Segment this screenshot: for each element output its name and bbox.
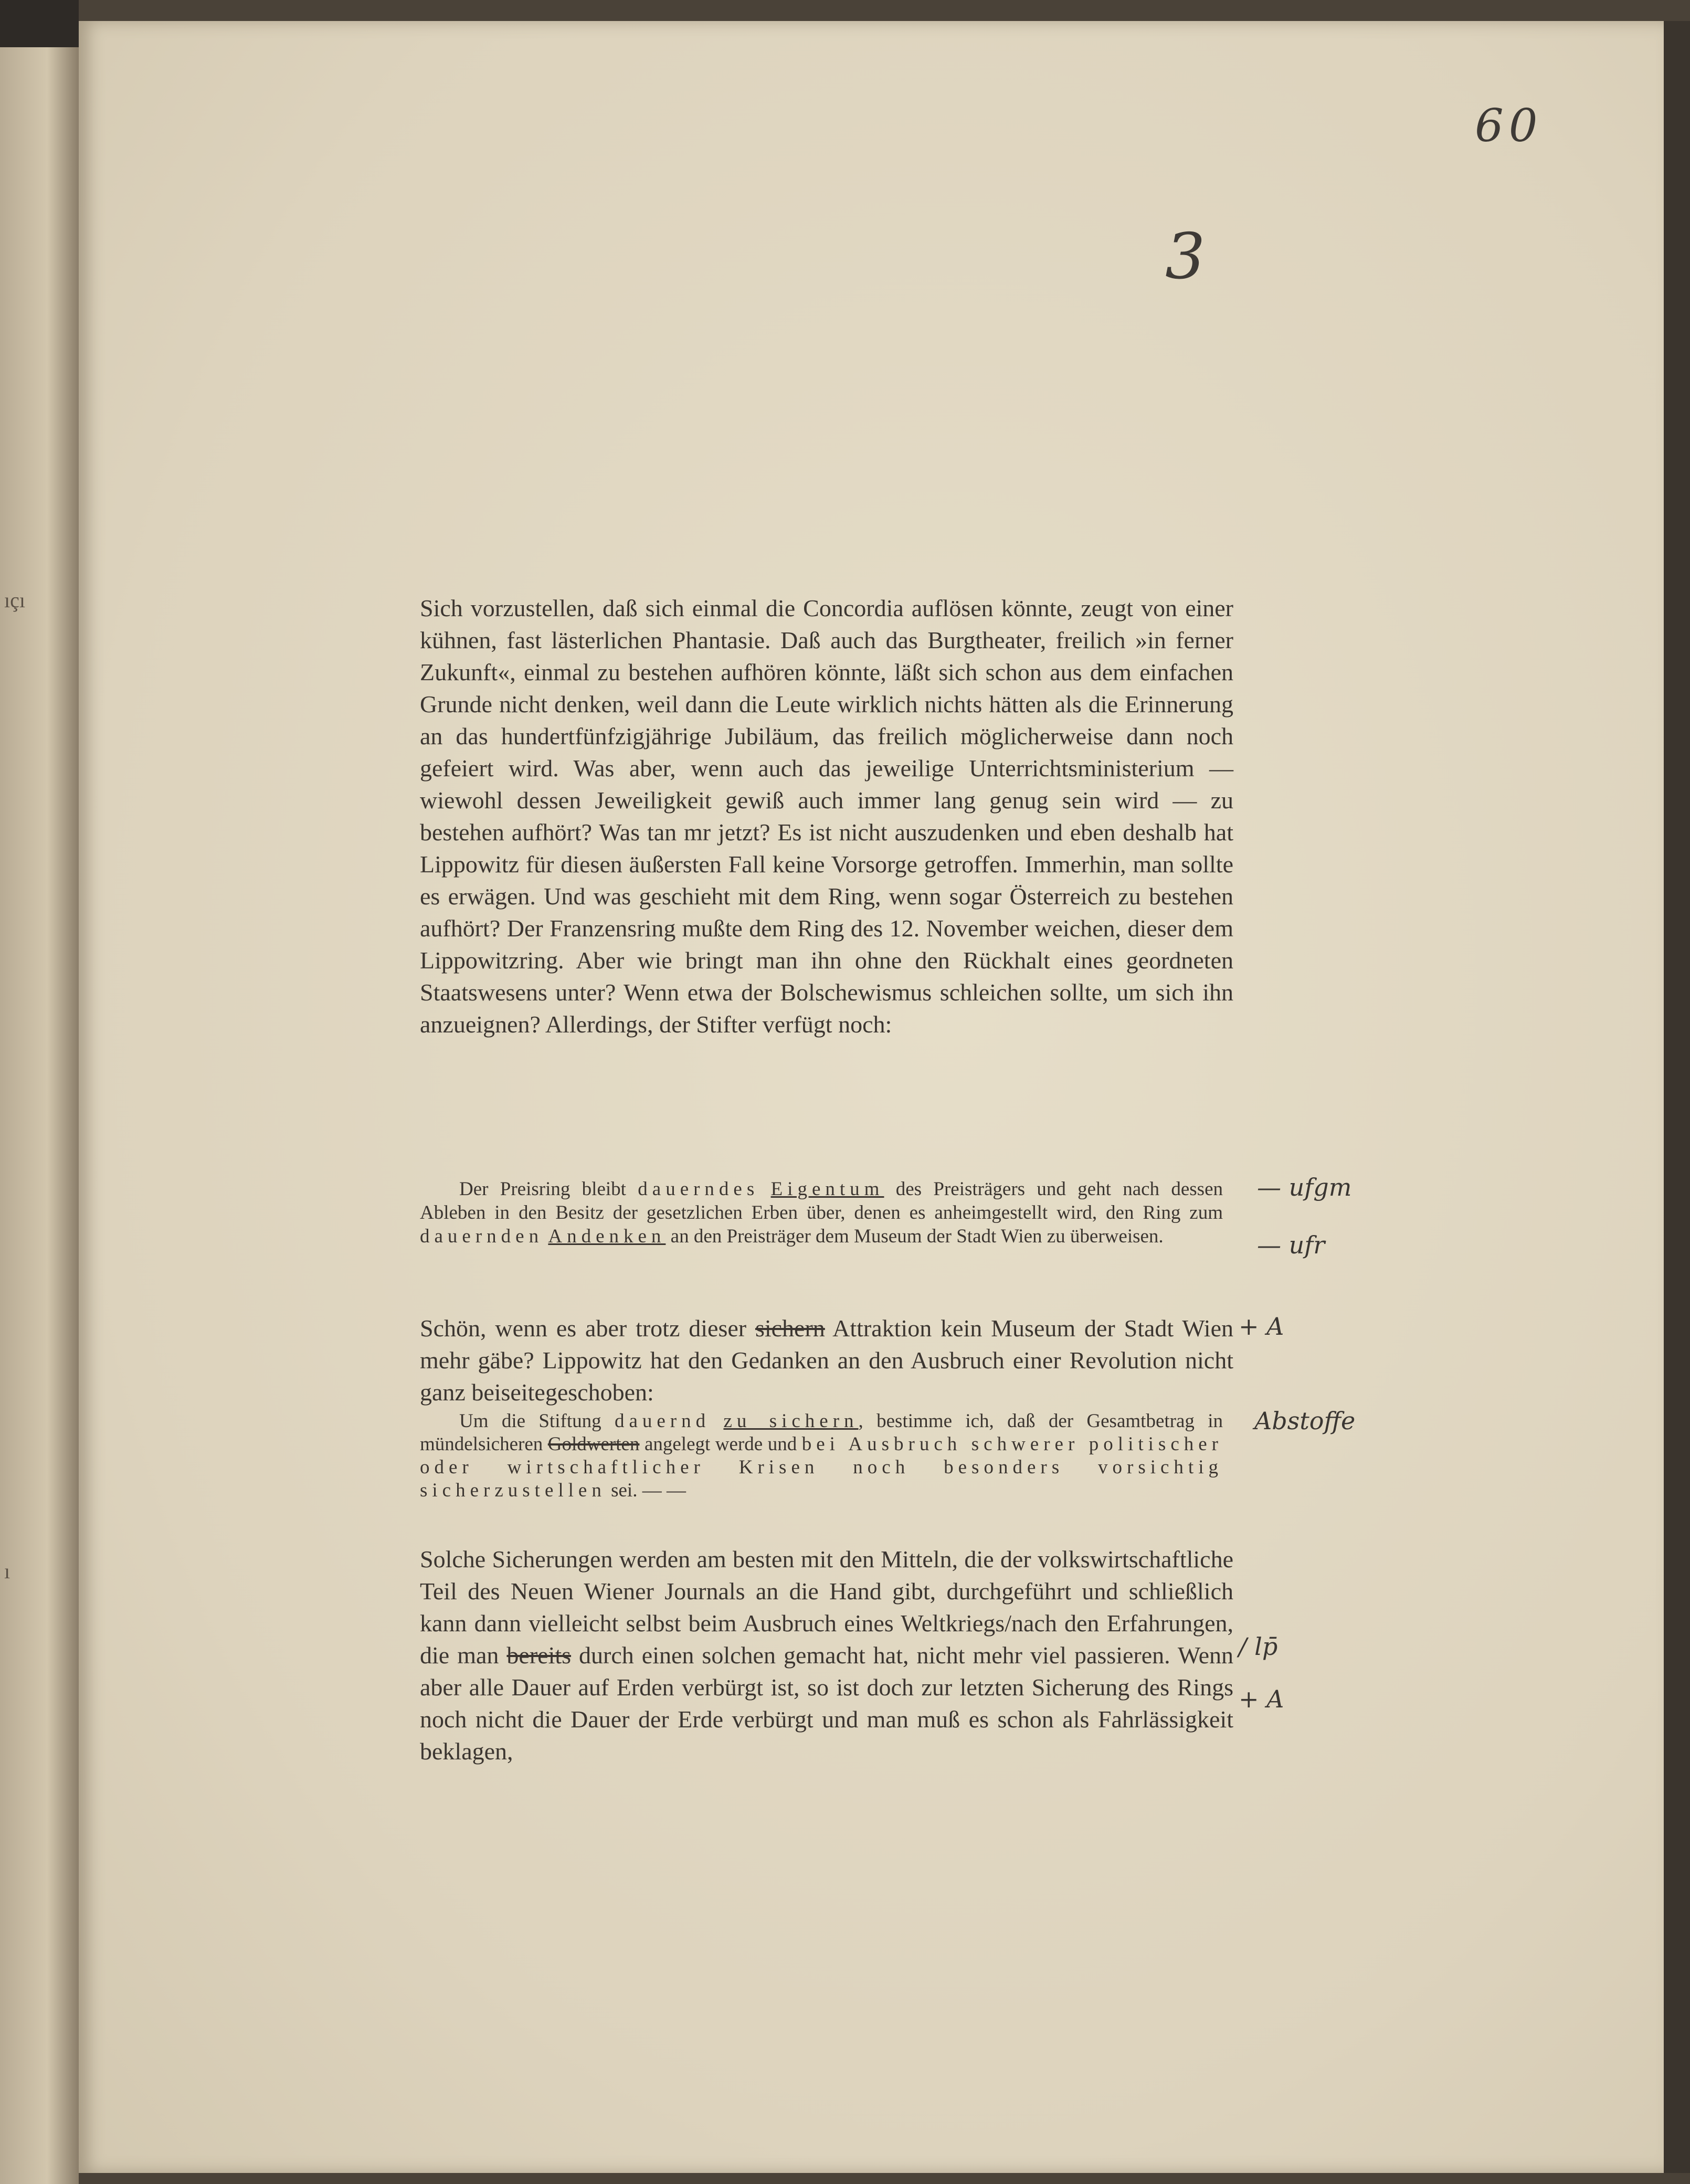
facing-page xyxy=(0,0,79,2184)
margin-note: + A xyxy=(1239,1312,1284,1341)
paragraph-text: Schön, wenn es aber trotz dieser xyxy=(420,1315,755,1342)
binding xyxy=(0,0,79,47)
spaced-text: dauerndes xyxy=(638,1178,759,1200)
quotation xyxy=(420,1177,1223,1248)
margin-note: — ufr xyxy=(1257,1231,1325,1259)
quotation xyxy=(420,1410,1223,1502)
underlined-text: Eigentum xyxy=(770,1178,884,1200)
margin-note: Abstoffe xyxy=(1254,1407,1356,1435)
space xyxy=(710,1410,723,1432)
underlined-text: zu sichern xyxy=(723,1410,859,1432)
quote-text: angelegt werde und xyxy=(639,1433,802,1455)
space xyxy=(543,1226,548,1247)
paragraph xyxy=(420,1543,1233,1767)
space xyxy=(759,1178,770,1200)
spaced-text: dauernden xyxy=(420,1226,544,1247)
paragraph-text: Attraktion kein Museum der Stadt Wien mehr gäbe? Lippowitz hat den Gedanken an den Ausbruch einer Revolution nicht ganz beiseitegeschoben: xyxy=(420,1315,1233,1406)
margin-note: + A xyxy=(1239,1685,1284,1713)
paragraph xyxy=(420,592,1233,1040)
struck-text: sichern xyxy=(755,1315,825,1342)
document-page xyxy=(79,21,1664,2173)
paragraph-text: Solche Sicherungen werden am besten mit den Mitteln, die der volkswirtschaftliche Teil des Neuen Wiener Journals an die Hand gibt, durchgeführt und schließlich kann dann vielleicht selbst beim Ausbruch eines Weltkriegs/nach den Erfahrungen, die man xyxy=(420,1546,1233,1669)
folio-number: 60 xyxy=(1475,100,1543,152)
underlined-text: Andenken xyxy=(548,1226,666,1247)
spaced-text: bei Ausbruch schwerer politischer oder wirtschaftlicher Krisen noch besonders vorsichtig sicherzustellen xyxy=(420,1433,1223,1501)
paragraph-text: Sich vorzustellen, daß sich einmal die Concordia auflösen könnte, zeugt von einer kühnen, fast lästerlichen Phantasie. Daß auch das Burgtheater, freilich »in ferner Zukunft«, einmal zu bestehen aufhören könnte, läßt sich schon aus dem einfachen Grunde nicht denken, weil dann die Leute wirklich nichts hätten als die Erinnerung an das hundertfünfzigjährige Jubiläum, das freilich möglicherweise dann noch gefeiert wird. Was aber, wenn auch das jeweilige Unterrichtsministerium — wiewohl dessen Jeweiligkeit gewiß auch immer lang genug sein wird — zu bestehen aufhört? Was tan mr jetzt? Es ist nicht auszudenken und eben deshalb hat Lippowitz für diesen äußersten Fall keine Vorsorge getroffen. Immerhin, man sollte es erwägen. Und was geschieht mit dem Ring, wenn sogar Österreich zu bestehen aufhört? Der Franzensring mußte dem Ring des 12. November weichen, dieser dem Lippowitzring. Aber wie bringt man ihn ohne den Rückhalt eines geordneten Staatswesens unter? Wenn etwa der Bolschewismus schleichen sollte, um sich ihn anzueignen? Allerdings, der Stifter verfügt noch: xyxy=(420,595,1233,1038)
quote-text: an den Preisträger dem Museum der Stadt Wien zu überweisen. xyxy=(666,1226,1164,1247)
margin-note: / lp̄ xyxy=(1239,1632,1278,1661)
spaced-text: dauernd xyxy=(614,1410,711,1432)
left-margin-mark: ı xyxy=(4,1559,10,1583)
quote-text: Um die Stiftung xyxy=(459,1410,615,1432)
paragraph-text: durch einen solchen gemacht hat, nicht mehr viel passieren. Wenn aber alle Dauer auf Erden verbürgt ist, so ist doch zur letzten Sicherung des Rings noch nicht die Dauer der Erde verbürgt und man muß es schon als Fahrlässigkeit beklagen, xyxy=(420,1642,1233,1765)
margin-note: — ufgm xyxy=(1257,1173,1352,1201)
quote-text: des Preisträgers und geht nach dessen Ableben in den Besitz der gesetzlichen Erben über, denen es anheimgestellt wird, den Ring zum xyxy=(420,1178,1223,1223)
quote-text: , bestimme ich, daß der Gesamtbetrag in mündelsicheren xyxy=(420,1410,1223,1455)
quote-text: Der Preisring bleibt xyxy=(459,1178,638,1200)
chapter-number: 3 xyxy=(1165,220,1206,293)
struck-text: bereits xyxy=(506,1642,572,1669)
left-margin-mark: ıçı xyxy=(4,588,25,612)
page-edge xyxy=(1664,21,1690,2173)
quote-text: sei. — — xyxy=(606,1480,686,1501)
paragraph xyxy=(420,1312,1233,1408)
struck-text: Goldwerten xyxy=(547,1433,640,1455)
